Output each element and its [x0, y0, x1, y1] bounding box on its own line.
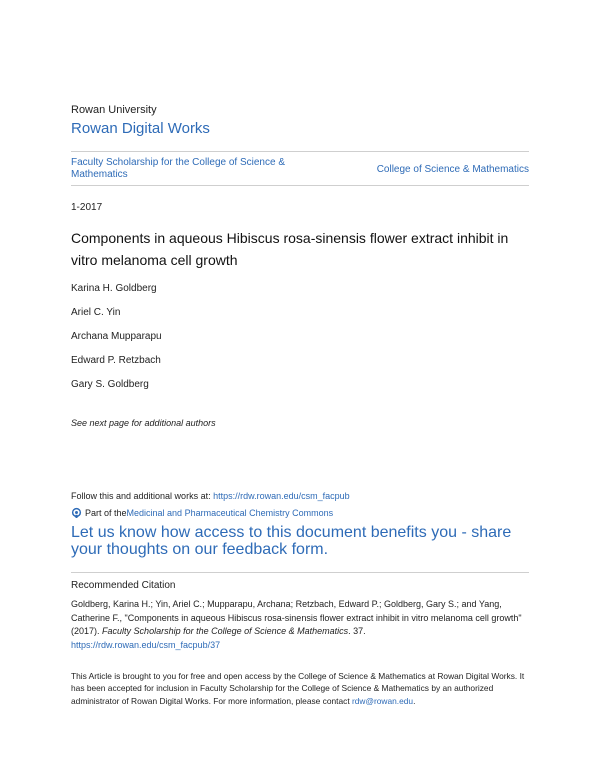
network-commons-icon	[71, 507, 82, 518]
university-name: Rowan University	[71, 104, 157, 116]
contact-email-link[interactable]: rdw@rowan.edu	[351, 695, 414, 706]
footer-end: .	[413, 695, 416, 706]
publication-date: 1-2017	[71, 202, 103, 213]
collection-link-college[interactable]: College of Science & Mathematics	[376, 164, 529, 175]
author-name: Gary S. Goldberg	[71, 379, 149, 390]
article-title: Components in aqueous Hibiscus rosa-sinensis flower extract inhibit in vitro melanoma cell growth	[71, 230, 509, 268]
divider-bottom	[71, 185, 529, 186]
follow-line	[71, 491, 350, 501]
citation-text	[71, 598, 531, 652]
footer-notice	[71, 670, 531, 707]
divider-citation	[71, 572, 529, 573]
commons-link[interactable]: Medicinal and Pharmaceutical Chemistry Commons	[126, 507, 334, 518]
author-name: Archana Mupparapu	[71, 331, 162, 342]
collection-url-link[interactable]: https://rdw.rowan.edu/csm_facpub	[213, 491, 350, 501]
footer-text: This Article is brought to you for free and open access by the College of Science & Mathematics at Rowan Digital Works. It has been accepted for inclusion in Faculty Scholarship for the College of Science & Mathematics by an authorized administrator of Rowan Digital Works. For more information, please contact	[71, 671, 525, 706]
divider-top	[71, 151, 529, 152]
citation-heading: Recommended Citation	[71, 580, 176, 591]
repository-link[interactable]: Rowan Digital Works	[71, 120, 210, 137]
author-name: Ariel C. Yin	[71, 307, 121, 318]
citation-number: . 37.	[348, 626, 366, 636]
follow-label: Follow this and additional works at:	[71, 491, 214, 501]
part-of-line	[71, 507, 333, 518]
additional-authors-note: See next page for additional authors	[71, 418, 216, 428]
part-of-prefix: Part of the	[85, 507, 127, 518]
citation-journal: Faculty Scholarship for the College of Science & Mathematics	[102, 626, 349, 636]
feedback-link[interactable]: Let us know how access to this document benefits you - share your thoughts on our feedback form.	[71, 524, 512, 558]
collection-link-faculty[interactable]: Faculty Scholarship for the College of Science & Mathematics	[71, 157, 285, 180]
author-name: Edward P. Retzbach	[71, 355, 161, 366]
citation-url-link[interactable]: https://rdw.rowan.edu/csm_facpub/37	[71, 639, 221, 650]
citation-body: Goldberg, Karina H.; Yin, Ariel C.; Mupparapu, Archana; Retzbach, Edward P.; Goldberg, Gary S.; and Yang, Catherine F., "Components in aqueous Hibiscus rosa-sinensis flower extract inhibit in vitro melanoma cell growth" (2017).	[71, 599, 522, 636]
author-name: Karina H. Goldberg	[71, 283, 157, 294]
